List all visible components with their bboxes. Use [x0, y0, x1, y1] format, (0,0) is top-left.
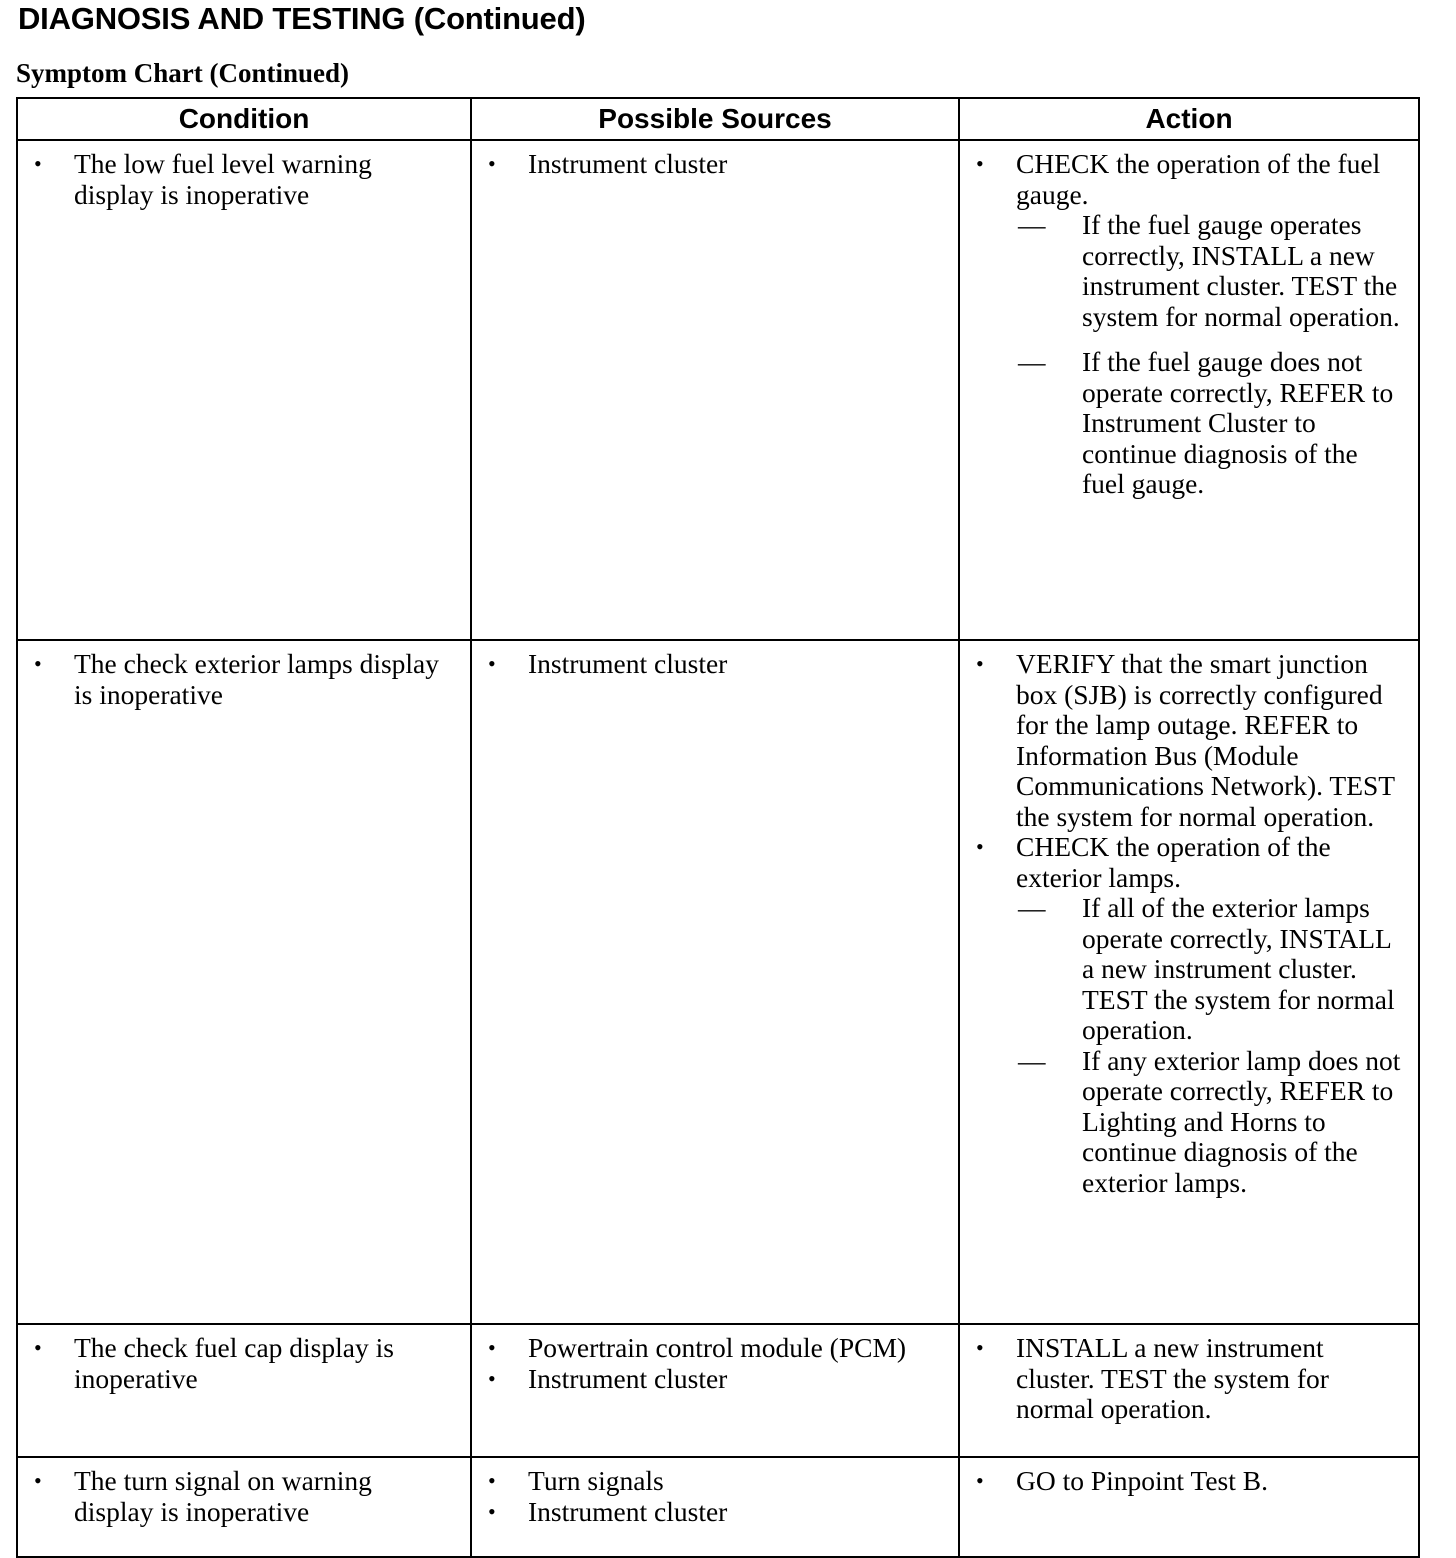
bullet-icon: •	[976, 834, 984, 859]
action-sub-text: If the fuel gauge does not operate correctly, REFER to Instrument Cluster to continue diagnosis of the fuel gauge.	[1082, 346, 1394, 499]
action-list	[976, 1333, 1404, 1425]
action-item	[976, 649, 1404, 832]
action-cell	[959, 140, 1419, 640]
possible-sources-cell	[471, 640, 959, 1324]
bullet-icon: •	[976, 651, 984, 676]
condition-item	[34, 149, 456, 210]
action-sub-list	[1016, 893, 1404, 1198]
action-list	[976, 649, 1404, 1198]
column-header-action: Action	[959, 98, 1419, 140]
action-sub-item	[1016, 210, 1404, 332]
symptom-chart-table	[16, 97, 1420, 1558]
bullet-icon: •	[34, 1335, 42, 1360]
bullet-icon: •	[976, 151, 984, 176]
column-header-condition: Condition	[17, 98, 471, 140]
source-item	[488, 649, 944, 680]
bullet-icon: •	[488, 651, 496, 676]
condition-cell	[17, 1324, 471, 1457]
action-text: CHECK the operation of the exterior lamps.	[1016, 831, 1331, 893]
action-item	[976, 1466, 1404, 1497]
bullet-icon: •	[976, 1468, 984, 1493]
table-row	[17, 140, 1419, 640]
action-sub-text: If any exterior lamp does not operate correctly, REFER to Lighting and Horns to continue diagnosis of the exterior lamps.	[1082, 1044, 1401, 1198]
condition-text: The turn signal on warning display is inoperative	[74, 1465, 372, 1527]
bullet-icon: •	[488, 1468, 496, 1493]
bullet-icon: •	[34, 1468, 42, 1493]
source-item	[488, 1364, 944, 1395]
condition-cell	[17, 1457, 471, 1557]
condition-item	[34, 1466, 456, 1527]
source-text: Turn signals	[528, 1465, 664, 1496]
action-text: INSTALL a new instrument cluster. TEST the system for normal operation.	[1016, 1332, 1329, 1424]
source-item	[488, 1333, 944, 1364]
action-sub-item	[1016, 347, 1404, 500]
bullet-icon: •	[34, 651, 42, 676]
action-cell	[959, 1324, 1419, 1457]
table-header-row	[17, 98, 1419, 140]
table-row	[17, 640, 1419, 1324]
sources-list	[488, 649, 944, 680]
action-cell	[959, 1457, 1419, 1557]
sources-list	[488, 1466, 944, 1527]
action-cell	[959, 640, 1419, 1324]
bullet-icon: •	[488, 1498, 496, 1524]
page-title: DIAGNOSIS AND TESTING (Continued)	[18, 1, 586, 36]
condition-list	[34, 1466, 456, 1527]
dash-icon: —	[1018, 1044, 1046, 1076]
bullet-icon: •	[34, 151, 42, 176]
action-item	[976, 149, 1404, 500]
source-text: Instrument cluster	[528, 1495, 728, 1527]
action-item	[976, 1333, 1404, 1425]
action-sub-text: If all of the exterior lamps operate correctly, INSTALL a new instrument cluster. TEST the system for normal operation.	[1082, 892, 1395, 1045]
sources-list	[488, 149, 944, 180]
action-sub-text: If the fuel gauge operates correctly, INSTALL a new instrument cluster. TEST the system for normal operation.	[1082, 209, 1400, 332]
action-list	[976, 1466, 1404, 1497]
action-text: GO to Pinpoint Test B.	[1016, 1465, 1268, 1496]
source-text: Instrument cluster	[528, 648, 728, 679]
source-text: Instrument cluster	[528, 148, 728, 179]
table-body	[17, 140, 1419, 1557]
condition-list	[34, 149, 456, 210]
possible-sources-cell	[471, 140, 959, 640]
action-list	[976, 149, 1404, 500]
possible-sources-cell	[471, 1324, 959, 1457]
condition-text: The low fuel level warning display is inoperative	[74, 148, 372, 210]
possible-sources-cell	[471, 1457, 959, 1557]
condition-list	[34, 649, 456, 710]
dash-icon: —	[1018, 892, 1046, 923]
condition-cell	[17, 140, 471, 640]
action-sub-list	[1016, 210, 1404, 500]
condition-text: The check fuel cap display is inoperative	[74, 1332, 394, 1394]
condition-list	[34, 1333, 456, 1394]
table-row	[17, 1324, 1419, 1457]
source-item	[488, 1466, 944, 1497]
bullet-icon: •	[488, 151, 496, 176]
dash-icon: —	[1018, 209, 1046, 240]
condition-cell	[17, 640, 471, 1324]
action-sub-item	[1016, 1046, 1404, 1199]
condition-item	[34, 649, 456, 710]
condition-item	[34, 1333, 456, 1394]
table-row	[17, 1457, 1419, 1557]
symptom-chart-subtitle: Symptom Chart (Continued)	[16, 58, 350, 88]
dash-icon: —	[1018, 346, 1046, 377]
bullet-icon: •	[488, 1335, 496, 1360]
action-text: CHECK the operation of the fuel gauge.	[1016, 148, 1381, 210]
column-header-possible-sources: Possible Sources	[471, 98, 959, 140]
source-item	[488, 149, 944, 180]
source-item	[488, 1497, 944, 1528]
action-text: VERIFY that the smart junction box (SJB) is correctly configured for the lamp outage. REFER to Information Bus (Module Communications Network). TEST the system for normal operation.	[1016, 648, 1395, 832]
source-text: Instrument cluster	[528, 1362, 728, 1394]
action-sub-item	[1016, 893, 1404, 1046]
source-text: Powertrain control module (PCM)	[528, 1332, 907, 1363]
action-item	[976, 832, 1404, 1198]
bullet-icon: •	[976, 1335, 984, 1360]
bullet-icon: •	[488, 1365, 496, 1391]
sources-list	[488, 1333, 944, 1394]
condition-text: The check exterior lamps display is inoperative	[74, 648, 440, 710]
